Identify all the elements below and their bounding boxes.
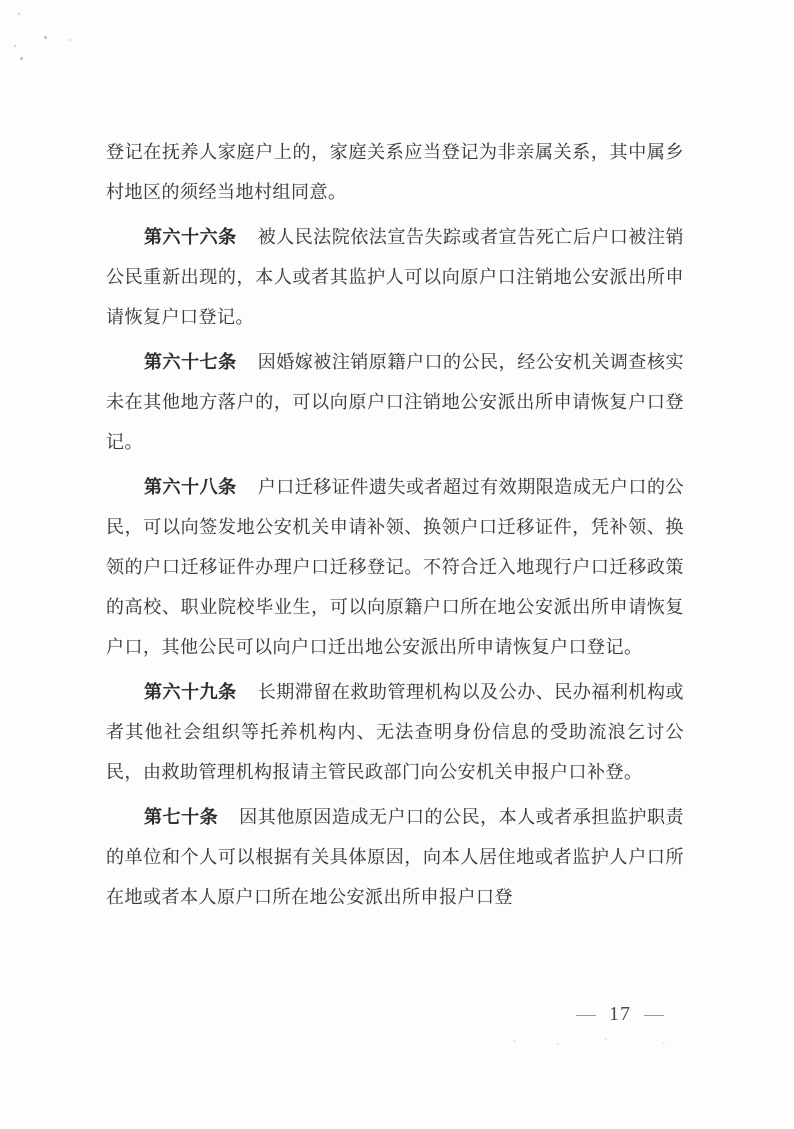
paragraph-text: 登记在抚养人家庭户上的，家庭关系应当登记为非亲属关系，其中属乡村地区的须经当地村组同意。 bbox=[106, 142, 684, 202]
article-number: 第六十八条 bbox=[144, 477, 237, 497]
scan-speckle bbox=[556, 1043, 559, 1045]
article-text: 因婚嫁被注销原籍户口的公民，经公安机关调查核实未在其他地方落户的，可以向原户口注销地公安派出所申请恢复户口登记。 bbox=[106, 352, 684, 452]
page-number-dash-right: — bbox=[644, 1003, 664, 1025]
scan-speckle bbox=[14, 45, 16, 47]
scan-speckle bbox=[20, 57, 23, 60]
continuation-paragraph bbox=[106, 132, 684, 212]
article-paragraph bbox=[106, 467, 684, 667]
page-content bbox=[106, 132, 684, 922]
article-number: 第六十六条 bbox=[144, 227, 237, 247]
scan-speckle bbox=[662, 1042, 665, 1044]
article-paragraph bbox=[106, 672, 684, 792]
scan-speckle bbox=[44, 36, 47, 39]
scan-speckle bbox=[18, 13, 20, 15]
article-number: 第七十条 bbox=[144, 807, 219, 827]
scan-speckle bbox=[604, 1038, 607, 1040]
article-paragraph bbox=[106, 217, 684, 337]
article-text: 户口迁移证件遗失或者超过有效期限造成无户口的公民，可以向签发地公安机关申请补领、换领户口迁移证件，凭补领、换领的户口迁移证件办理户口迁移登记。不符合迁入地现行户口迁移政策的高校、职业院校毕业生，可以向原籍户口所在地公安派出所申请恢复户口，其他公民可以向户口迁出地公安派出所申请恢复户口登记。 bbox=[106, 477, 684, 657]
article-number: 第六十七条 bbox=[144, 352, 237, 372]
article-paragraph bbox=[106, 797, 684, 917]
page-number-value: 17 bbox=[609, 1003, 631, 1025]
article-text: 因其他原因造成无户口的公民，本人或者承担监护职责的单位和个人可以根据有关具体原因，向本人居住地或者监护人户口所在地或者本人原户口所在地公安派出所申报户口登 bbox=[106, 807, 685, 907]
article-text: 长期滞留在救助管理机构以及公办、民办福利机构或者其他社会组织等托养机构内、无法查明身份信息的受助流浪乞讨公民，由救助管理机构报请主管民政部门向公安机关申报户口补登。 bbox=[106, 682, 684, 782]
scan-speckle bbox=[513, 1040, 516, 1042]
article-paragraph bbox=[106, 342, 684, 462]
article-number: 第六十九条 bbox=[144, 682, 237, 702]
scan-speckle bbox=[69, 39, 71, 41]
page-number bbox=[576, 1002, 664, 1026]
article-text: 被人民法院依法宣告失踪或者宣告死亡后户口被注销公民重新出现的，本人或者其监护人可以向原户口注销地公安派出所申请恢复户口登记。 bbox=[106, 227, 684, 327]
page-number-dash-left: — bbox=[576, 1003, 596, 1025]
